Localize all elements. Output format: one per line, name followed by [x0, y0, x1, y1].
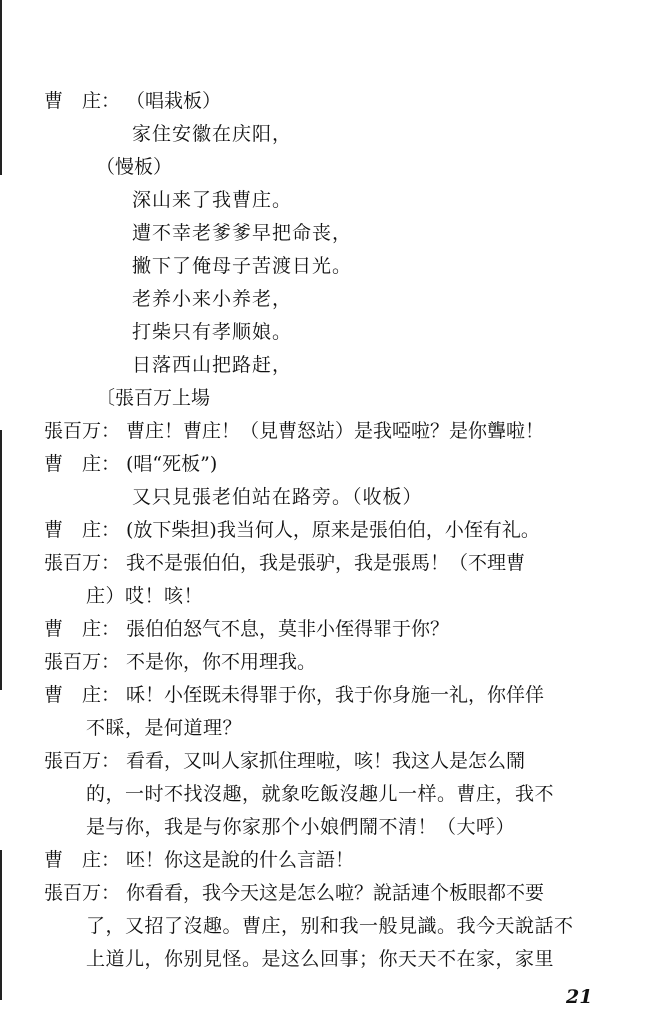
script-line [0, 843, 672, 877]
speaker-name: 張百万： [44, 552, 121, 574]
dialogue-text: 呸！你这是說的什么言語！ [126, 849, 355, 871]
dialogue-text: 曹庄！曹庄！（見曹怒站）是我啞啦？是你聾啦！ [126, 420, 545, 442]
script-line [0, 315, 672, 349]
script-line [0, 282, 672, 316]
continuation-text: 了，又招了沒趣。曹庄，别和我一般見識。我今天說話不 [86, 915, 574, 937]
continuation-text: 的，一时不找沒趣，就象吃飯沒趣儿一样。曹庄，我不 [86, 783, 555, 805]
speaker-name: 曹 庄： [44, 684, 121, 706]
script-line [0, 579, 672, 613]
script-line [0, 216, 672, 250]
verse-line: 打柴只有孝顺娘。 [132, 321, 293, 343]
speaker-name: 曹 庄： [44, 618, 121, 640]
dialogue-text: 看看，又叫人家抓住理啦，咳！我这人是怎么鬧 [126, 750, 526, 772]
speaker-name: 曹 庄： [44, 519, 121, 541]
verse-line: 老养小来小养老， [132, 288, 293, 310]
script-line [0, 447, 672, 481]
continuation-text: 不睬，是何道理？ [86, 717, 243, 739]
script-line [0, 909, 672, 943]
script-line [0, 711, 672, 745]
speaker-name: 張百万： [44, 750, 121, 772]
script-line [0, 612, 672, 646]
dialogue-text: （唱栽板） [126, 90, 222, 112]
script-line [0, 876, 672, 910]
stage-direction: 〔張百万上場 [96, 387, 211, 409]
speaker-name: 曹 庄： [44, 849, 121, 871]
script-line [0, 513, 672, 547]
speaker-name: 曹 庄： [44, 453, 121, 475]
continuation-text: 庄）哎！咳！ [86, 585, 204, 607]
script-line [0, 480, 672, 514]
dialogue-text: 咊！小侄既未得罪于你，我于你身施一礼，你佯佯 [126, 684, 545, 706]
speaker-name: 張百万： [44, 651, 121, 673]
script-line [0, 84, 672, 118]
script-line [0, 381, 672, 415]
verse-line: 遭不幸老爹爹早把命丧， [132, 222, 353, 244]
script-line [0, 117, 672, 151]
verse-line: 家住安徽在庆阳， [132, 123, 293, 145]
dialogue-text: 我不是張伯伯，我是張驴，我是張馬！（不理曹 [126, 552, 526, 574]
dialogue-text: (唱“死板”) [126, 453, 218, 475]
script-line [0, 249, 672, 283]
script-line [0, 546, 672, 580]
speaker-name: 曹 庄： [44, 90, 121, 112]
dialogue-text: (放下柴担)我当何人，原来是張伯伯，小侄有礼。 [126, 519, 540, 541]
script-line [0, 150, 672, 184]
verse-line: 深山来了我曹庄。 [132, 189, 293, 211]
script-line [0, 414, 672, 448]
script-line [0, 183, 672, 217]
speaker-name: 張百万： [44, 882, 121, 904]
script-line [0, 744, 672, 778]
dialogue-text: 張伯伯怒气不息，莫非小侄得罪于你？ [126, 618, 450, 640]
speaker-name: 張百万： [44, 420, 121, 442]
verse-line: 撇下了俺母子苦渡日光。 [132, 255, 353, 277]
continuation-text: 上道儿，你别見怪。是这么回事；你天天不在家，家里 [86, 948, 555, 970]
verse-line: 日落西山把路赶， [132, 354, 293, 376]
page-number: 21 [566, 986, 593, 1008]
script-line [0, 678, 672, 712]
script-line [0, 645, 672, 679]
continuation-text: 是与你，我是与你家那个小娘們鬧不清！（大呼） [86, 816, 516, 838]
script-line [0, 777, 672, 811]
dialogue-text: 你看看，我今天这是怎么啦？說話連个板眼都不要 [126, 882, 545, 904]
dialogue-text: 不是你，你不用理我。 [126, 651, 317, 673]
stage-direction: （慢板） [96, 156, 173, 178]
script-line [0, 348, 672, 382]
script-line [0, 810, 672, 844]
script-line [0, 942, 672, 976]
verse-line: 又只見張老伯站在路旁。（收板） [132, 486, 423, 508]
